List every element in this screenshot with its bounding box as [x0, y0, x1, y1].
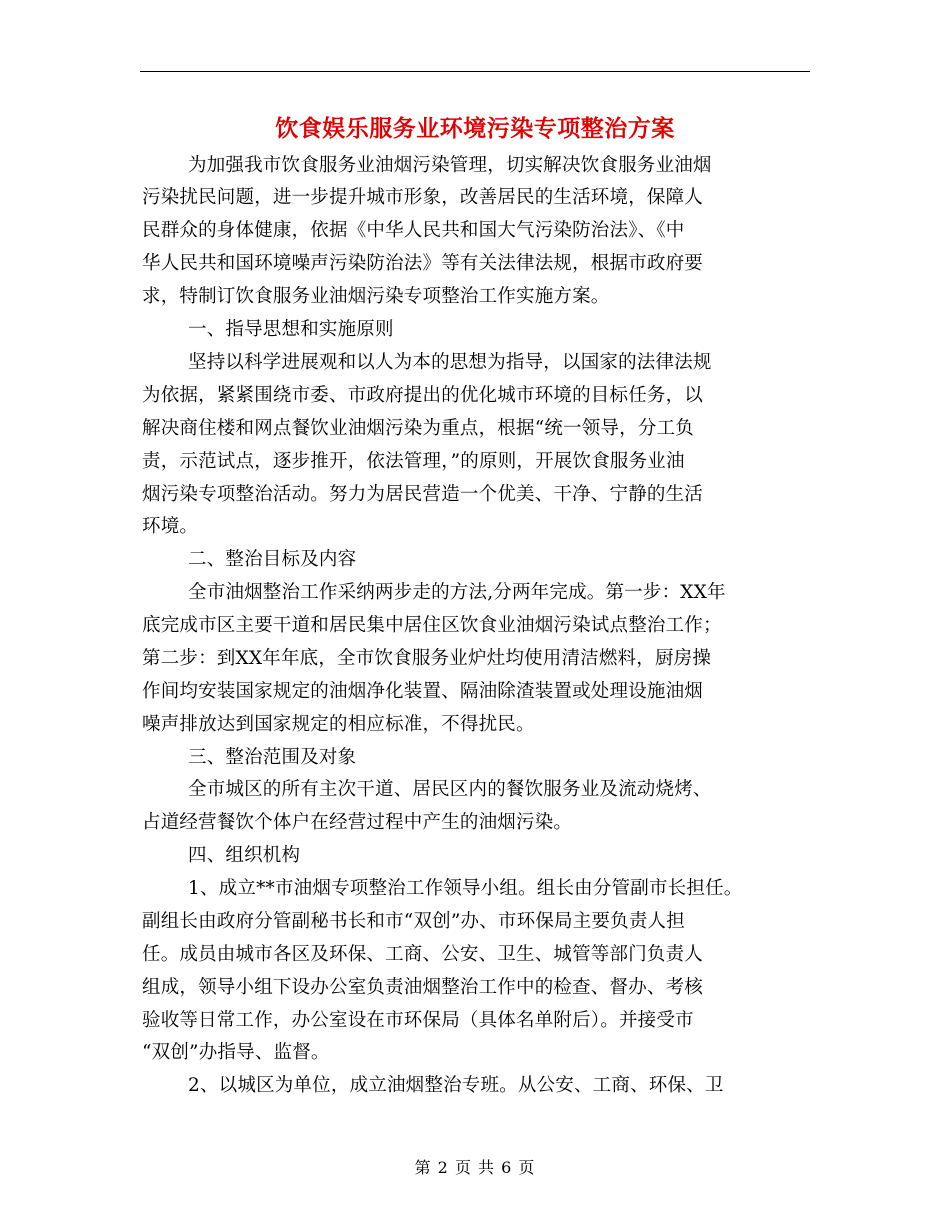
paragraph-line: 第二步：到XX年年底，全市饮食服务业炉灶均使用清洁燃料，厨房操	[142, 648, 712, 669]
paragraph-line: 全市油烟整治工作采纳两步走的方法,分两年完成。第一步：XX年	[188, 582, 726, 603]
paragraph-line: 1、成立**市油烟专项整治工作领导小组。组长由分管副市长担任。	[188, 878, 743, 899]
paragraph-line: 责，示范试点，逐步推开，依法管理，”的原则，开展饮食服务业油	[142, 451, 685, 472]
paragraph-line: 解决商住楼和网点餐饮业油烟污染为重点，根据“统一领导，分工负	[142, 418, 694, 439]
paragraph-line: 底完成市区主要干道和居民集中居住区饮食业油烟污染试点整治工作；	[142, 615, 722, 636]
page-number-footer: 第 2 页 共 6 页	[414, 1158, 536, 1177]
paragraph-line: 副组长由政府分管副秘书长和市“双创”办、市环保局主要负责人担	[142, 911, 685, 932]
paragraph-line: 求，特制订饮食服务业油烟污染专项整治工作实施方案。	[142, 286, 610, 307]
paragraph-line: 污染扰民问题，进一步提升城市形象，改善居民的生活环境，保障人	[142, 187, 704, 208]
paragraph-line: 任。成员由城市各区及环保、工商、公安、卫生、城管等部门负责人	[142, 944, 704, 965]
paragraph-line: 噪声排放达到国家规定的相应标准，不得扰民。	[142, 714, 535, 735]
paragraph-line: 烟污染专项整治活动。努力为居民营造一个优美、干净、宁静的生活	[142, 484, 704, 505]
paragraph-line: 为加强我市饮食服务业油烟污染管理，切实解决饮食服务业油烟	[188, 155, 712, 176]
paragraph-line: 华人民共和国环境噪声污染防治法》等有关法律法规，根据市政府要	[142, 253, 704, 274]
paragraph-line: 占道经营餐饮个体户在经营过程中产生的油烟污染。	[142, 812, 573, 833]
paragraph-line: 民群众的身体健康，依据《中华人民共和国大气污染防治法》、《中	[142, 220, 685, 241]
paragraph-line: 全市城区的所有主次干道、居民区内的餐饮服务业及流动烧烤、	[188, 779, 712, 800]
paragraph-line: “双创”办指导、监督。	[142, 1042, 330, 1063]
paragraph-line: 作间均安装国家规定的油烟净化装置、隔油除渣装置或处理设施油烟	[142, 681, 704, 702]
paragraph-line: 坚持以科学进展观和以人为本的思想为指导，以国家的法律法规	[188, 352, 712, 373]
section-heading: 一、指导思想和实施原则	[188, 319, 394, 340]
document-title: 饮食娱乐服务业环境污染专项整治方案	[275, 115, 675, 142]
header-rule	[140, 71, 810, 72]
section-heading: 三、整治范围及对象	[188, 747, 357, 768]
section-heading: 二、整治目标及内容	[188, 549, 357, 570]
section-heading: 四、组织机构	[188, 845, 301, 866]
paragraph-line: 验收等日常工作，办公室设在市环保局（具体名单附后）。并接受市	[142, 1010, 694, 1031]
paragraph-line: 环境。	[142, 516, 199, 537]
paragraph-line: 2、以城区为单位，成立油烟整治专班。从公安、工商、环保、卫	[188, 1075, 724, 1096]
paragraph-line: 组成，领导小组下设办公室负责油烟整治工作中的检查、督办、考核	[142, 977, 704, 998]
paragraph-line: 为依据，紧紧围绕市委、市政府提出的优化城市环境的目标任务，以	[142, 385, 704, 406]
